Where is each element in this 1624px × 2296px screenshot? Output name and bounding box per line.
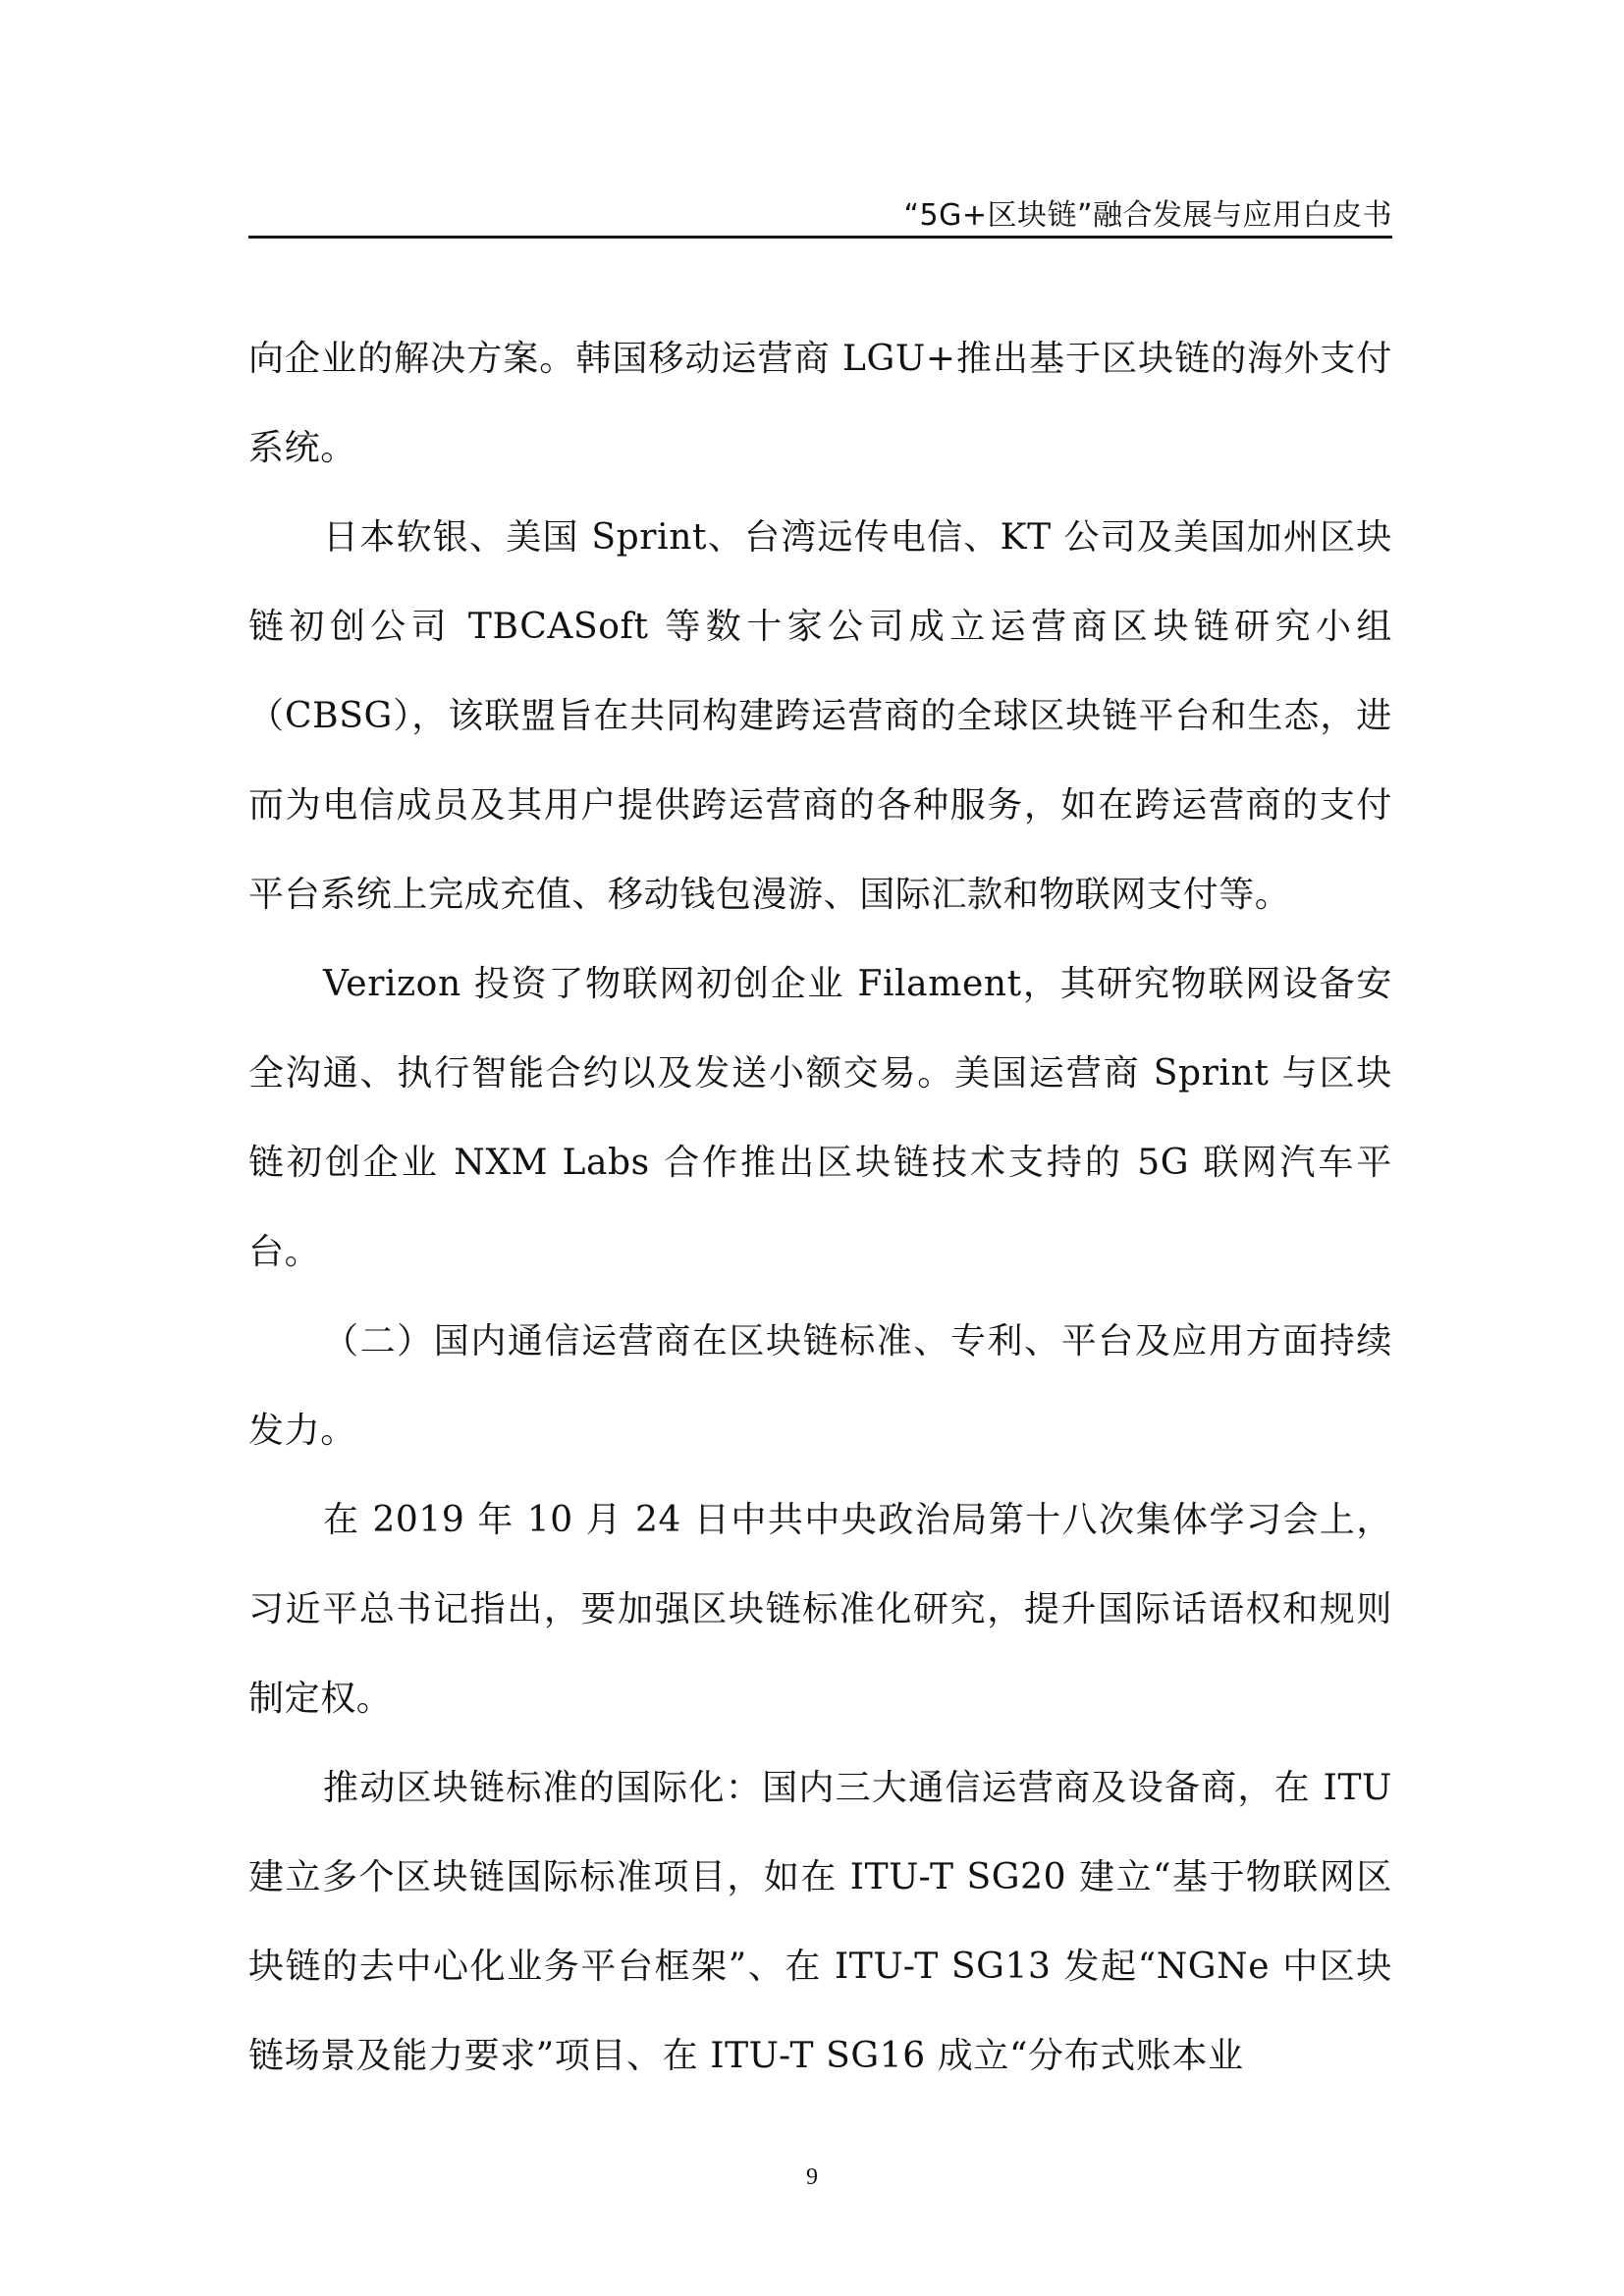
paragraph-continuation: 向企业的解决方案。韩国移动运营商 LGU+推出基于区块链的海外支付系统。 (248, 339, 1392, 468)
header-title: “5G+区块链”融合发展与应用白皮书 (903, 198, 1392, 233)
body-text (248, 314, 1392, 2101)
paragraph-cbsg: 日本软银、美国 Sprint、台湾远传电信、KT 公司及美国加州区块链初创公司 TBCASoft 等数十家公司成立运营商区块链研究小组（CBSG），该联盟旨在共同构建跨运营商的全球区块链平台和生态，进而为电信成员及其用户提供跨运营商的各种服务，如在跨运营商的支付平台系统上完成充值、移动钱包漫游、国际汇款和物联网支付等。 (248, 517, 1392, 915)
page-number: 9 (806, 2164, 818, 2190)
paragraph-politburo: 在 2019 年 10 月 24 日中共中央政治局第十八次集体学习会上，习近平总书记指出，要加强区块链标准化研究，提升国际话语权和规则制定权。 (248, 1500, 1392, 1719)
paragraph-itu-standards: 推动区块链标准的国际化：国内三大通信运营商及设备商，在 ITU 建立多个区块链国际标准项目，如在 ITU-T SG20 建立“基于物联网区块链的去中心化业务平台框架”、在 ITU-T SG13 发起“NGNe 中区块链场景及能力要求”项目、在 ITU-T SG16 成立“分布式账本业 (248, 1768, 1392, 2076)
section-heading-domestic-operators: （二）国内通信运营商在区块链标准、专利、平台及应用方面持续发力。 (248, 1321, 1392, 1451)
paragraph-verizon: Verizon 投资了物联网初创企业 Filament，其研究物联网设备安全沟通、执行智能合约以及发送小额交易。美国运营商 Sprint 与区块链初创企业 NXM Labs 合作推出区块链技术支持的 5G 联网汽车平台。 (248, 964, 1392, 1272)
page-header (248, 177, 1392, 239)
